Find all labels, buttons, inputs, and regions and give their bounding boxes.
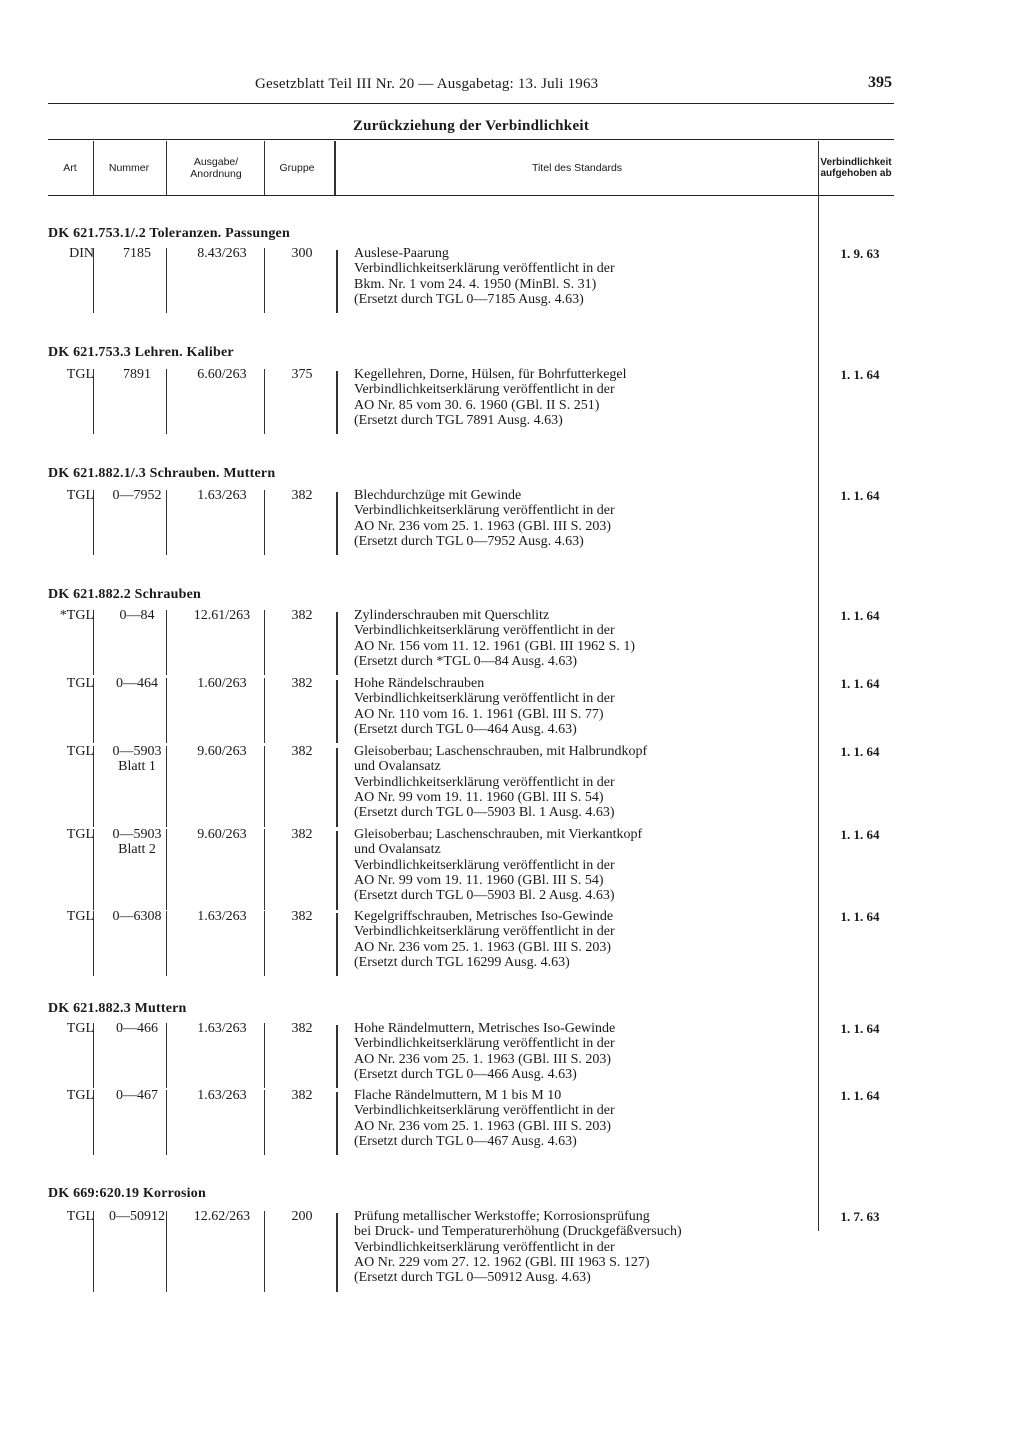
cell-art: TGL bbox=[66, 676, 94, 691]
row-divider bbox=[166, 1023, 167, 1088]
cell-titel bbox=[354, 488, 834, 549]
header-rule bbox=[48, 103, 894, 104]
titel-line: Verbindlichkeitserklärung veröffentlicht in der bbox=[354, 691, 615, 707]
row-divider bbox=[264, 1211, 265, 1292]
cell-nummer bbox=[104, 744, 170, 775]
row-divider-title bbox=[336, 612, 338, 675]
row-divider bbox=[93, 490, 94, 555]
cell-art: *TGL bbox=[59, 608, 94, 623]
group-heading: DK 669:620.19 Korrosion bbox=[48, 1186, 206, 1201]
titel-line: (Ersetzt durch TGL 7891 Ausg. 4.63) bbox=[354, 412, 563, 428]
row-divider bbox=[166, 911, 167, 976]
row-divider bbox=[93, 1090, 94, 1155]
cell-gruppe: 375 bbox=[291, 367, 313, 382]
row-divider-title bbox=[336, 680, 338, 743]
cell-date: 1. 1. 64 bbox=[840, 1088, 880, 1103]
table-top-rule bbox=[48, 139, 894, 140]
row-divider bbox=[93, 248, 94, 313]
row-divider bbox=[166, 678, 167, 743]
col-header-nummer: Nummer bbox=[108, 161, 150, 174]
cell-nummer bbox=[104, 1209, 170, 1224]
cell-art: TGL bbox=[66, 1021, 94, 1036]
cell-art: TGL bbox=[66, 827, 94, 842]
cell-ausgabe: 12.62/263 bbox=[193, 1209, 251, 1224]
nummer-sheet: Blatt 1 bbox=[118, 759, 156, 775]
nummer-value: 0—5903 bbox=[112, 827, 162, 842]
nummer-value: 7185 bbox=[123, 246, 151, 261]
nummer-value: 0—5903 bbox=[112, 744, 162, 759]
row-divider bbox=[264, 248, 265, 313]
cell-titel bbox=[354, 827, 834, 903]
row-divider bbox=[264, 1023, 265, 1088]
row-divider-title bbox=[336, 1025, 338, 1088]
col-header-art: Art bbox=[63, 161, 77, 174]
cell-art: TGL bbox=[66, 1088, 94, 1103]
cell-ausgabe: 8.43/263 bbox=[197, 246, 247, 261]
cell-ausgabe: 1.63/263 bbox=[197, 1088, 247, 1103]
cell-gruppe: 382 bbox=[291, 608, 313, 623]
row-divider-title bbox=[336, 831, 338, 910]
cell-titel bbox=[354, 246, 834, 307]
titel-line: (Ersetzt durch TGL 0—5903 Bl. 1 Ausg. 4.63) bbox=[354, 805, 615, 821]
titel-line: Verbindlichkeitserklärung veröffentlicht in der bbox=[354, 857, 615, 873]
cell-date: 1. 1. 64 bbox=[840, 367, 880, 382]
cell-date: 1. 1. 64 bbox=[840, 744, 880, 759]
running-header bbox=[48, 74, 900, 102]
titel-line: Hohe Rändelschrauben bbox=[354, 676, 485, 691]
titel-line: (Ersetzt durch TGL 0—5903 Bl. 2 Ausg. 4.63) bbox=[354, 888, 615, 904]
cell-nummer bbox=[104, 367, 170, 382]
row-divider bbox=[166, 829, 167, 910]
titel-line: Verbindlichkeitserklärung veröffentlicht in der bbox=[354, 1239, 615, 1255]
titel-line: (Ersetzt durch TGL 0—466 Ausg. 4.63) bbox=[354, 1066, 577, 1082]
row-divider-title bbox=[336, 913, 338, 976]
row-divider-title bbox=[336, 250, 338, 313]
cell-gruppe: 382 bbox=[291, 744, 313, 759]
cell-gruppe: 382 bbox=[291, 1088, 313, 1103]
titel-line: AO Nr. 229 vom 27. 12. 1962 (GBl. III 1963 S. 127) bbox=[354, 1254, 650, 1270]
titel-line: (Ersetzt durch *TGL 0—84 Ausg. 4.63) bbox=[354, 653, 578, 669]
titel-line: (Ersetzt durch TGL 0—464 Ausg. 4.63) bbox=[354, 721, 577, 737]
row-divider bbox=[166, 1211, 167, 1292]
titel-line: AO Nr. 156 vom 11. 12. 1961 (GBl. III 1962 S. 1) bbox=[354, 638, 636, 654]
cell-date: 1. 1. 64 bbox=[840, 676, 880, 691]
cell-titel bbox=[354, 608, 834, 669]
cell-ausgabe: 12.61/263 bbox=[193, 608, 251, 623]
titel-line: (Ersetzt durch TGL 0—467 Ausg. 4.63) bbox=[354, 1133, 577, 1149]
cell-nummer bbox=[104, 246, 170, 261]
titel-line: AO Nr. 99 vom 19. 11. 1960 (GBl. III S. 54) bbox=[354, 872, 604, 888]
cell-date: 1. 1. 64 bbox=[840, 827, 880, 842]
titel-line: Verbindlichkeitserklärung veröffentlicht in der bbox=[354, 924, 615, 940]
group-heading: DK 621.882.2 Schrauben bbox=[48, 587, 201, 602]
col-divider bbox=[166, 141, 167, 195]
cell-art: TGL bbox=[66, 1209, 94, 1224]
titel-line: Verbindlichkeitserklärung veröffentlicht in der bbox=[354, 382, 615, 398]
nummer-sheet: Blatt 2 bbox=[118, 842, 156, 858]
row-divider bbox=[264, 369, 265, 434]
row-divider bbox=[264, 610, 265, 675]
row-divider bbox=[264, 1090, 265, 1155]
titel-line: Kegelgriffschrauben, Metrisches Iso-Gewinde bbox=[354, 909, 614, 924]
cell-nummer bbox=[104, 827, 170, 858]
row-divider-title bbox=[336, 1092, 338, 1155]
titel-line: AO Nr. 110 vom 16. 1. 1961 (GBl. III S. 77) bbox=[354, 706, 604, 722]
titel-line: Verbindlichkeitserklärung veröffentlicht in der bbox=[354, 774, 615, 790]
row-divider bbox=[264, 746, 265, 827]
row-divider bbox=[93, 746, 94, 827]
header-title: Gesetzblatt Teil III Nr. 20 — Ausgabetag: 13. Juli 1963 bbox=[255, 76, 599, 92]
cell-ausgabe: 9.60/263 bbox=[197, 827, 247, 842]
cell-gruppe: 382 bbox=[291, 827, 313, 842]
titel-line: Auslese-Paarung bbox=[354, 246, 449, 261]
titel-line: Zylinderschrauben mit Querschlitz bbox=[354, 608, 550, 623]
col-header-verbindlich: Verbindlichkeit aufgehoben ab bbox=[820, 156, 892, 179]
group-heading: DK 621.882.3 Muttern bbox=[48, 1001, 187, 1016]
nummer-value: 0—84 bbox=[119, 608, 155, 623]
titel-line: Flache Rändelmuttern, M 1 bis M 10 bbox=[354, 1088, 562, 1103]
cell-titel bbox=[354, 909, 834, 970]
row-divider bbox=[93, 1023, 94, 1088]
row-divider bbox=[264, 829, 265, 910]
titel-line: und Ovalansatz bbox=[354, 842, 441, 858]
cell-gruppe: 382 bbox=[291, 1021, 313, 1036]
titel-line: Verbindlichkeitserklärung veröffentlicht in der bbox=[354, 1103, 615, 1119]
cell-titel bbox=[354, 367, 834, 428]
titel-line: AO Nr. 236 vom 25. 1. 1963 (GBl. III S. 203) bbox=[354, 1051, 612, 1067]
cell-date: 1. 1. 64 bbox=[840, 608, 880, 623]
titel-line: bei Druck- und Temperaturerhöhung (Druckgefäßversuch) bbox=[354, 1224, 682, 1240]
cell-titel bbox=[354, 1021, 834, 1082]
row-divider bbox=[166, 490, 167, 555]
titel-line: AO Nr. 236 vom 25. 1. 1963 (GBl. III S. 203) bbox=[354, 518, 612, 534]
cell-titel bbox=[354, 1209, 834, 1285]
col-header-gruppe: Gruppe bbox=[279, 161, 315, 174]
titel-line: Hohe Rändelmuttern, Metrisches Iso-Gewinde bbox=[354, 1021, 616, 1036]
cell-nummer bbox=[104, 676, 170, 691]
nummer-value: 0—50912 bbox=[109, 1209, 165, 1224]
cell-ausgabe: 1.63/263 bbox=[197, 909, 247, 924]
titel-line: Prüfung metallischer Werkstoffe; Korrosionsprüfung bbox=[354, 1209, 650, 1224]
cell-gruppe: 382 bbox=[291, 909, 313, 924]
cell-date: 1. 7. 63 bbox=[840, 1209, 880, 1224]
group-heading: DK 621.882.1/.3 Schrauben. Muttern bbox=[48, 466, 276, 481]
cell-titel bbox=[354, 676, 834, 737]
titel-line: AO Nr. 236 vom 25. 1. 1963 (GBl. III S. 203) bbox=[354, 1118, 612, 1134]
titel-line: AO Nr. 99 vom 19. 11. 1960 (GBl. III S. 54) bbox=[354, 789, 604, 805]
cell-ausgabe: 1.60/263 bbox=[197, 676, 247, 691]
row-divider bbox=[264, 490, 265, 555]
titel-line: Gleisoberbau; Laschenschrauben, mit Vierkantkopf bbox=[354, 827, 643, 842]
cell-nummer bbox=[104, 909, 170, 924]
row-divider-title bbox=[336, 492, 338, 555]
row-divider bbox=[264, 911, 265, 976]
cell-titel bbox=[354, 1088, 834, 1149]
cell-date: 1. 1. 64 bbox=[840, 1021, 880, 1036]
col-header-titel: Titel des Standards bbox=[531, 161, 623, 174]
row-divider bbox=[264, 678, 265, 743]
nummer-value: 0—466 bbox=[116, 1021, 158, 1036]
titel-line: Blechdurchzüge mit Gewinde bbox=[354, 488, 522, 503]
row-divider-title bbox=[336, 1213, 338, 1292]
col-divider bbox=[93, 141, 94, 195]
titel-line: Verbindlichkeitserklärung veröffentlicht in der bbox=[354, 503, 615, 519]
titel-line: AO Nr. 236 vom 25. 1. 1963 (GBl. III S. 203) bbox=[354, 939, 612, 955]
cell-nummer bbox=[104, 1021, 170, 1036]
row-divider bbox=[166, 1090, 167, 1155]
cell-date: 1. 9. 63 bbox=[840, 246, 880, 261]
row-divider bbox=[166, 369, 167, 434]
nummer-value: 0—6308 bbox=[112, 909, 162, 924]
cell-ausgabe: 1.63/263 bbox=[197, 1021, 247, 1036]
cell-gruppe: 382 bbox=[291, 488, 313, 503]
row-divider-title bbox=[336, 371, 338, 434]
row-divider bbox=[166, 248, 167, 313]
cell-art: DIN bbox=[69, 246, 94, 261]
nummer-value: 7891 bbox=[123, 367, 151, 382]
cell-nummer bbox=[104, 1088, 170, 1103]
cell-ausgabe: 6.60/263 bbox=[197, 367, 247, 382]
row-divider bbox=[93, 1211, 94, 1292]
nummer-value: 0—467 bbox=[116, 1088, 158, 1103]
cell-ausgabe: 1.63/263 bbox=[197, 488, 247, 503]
page-number: 395 bbox=[868, 74, 892, 91]
nummer-value: 0—464 bbox=[116, 676, 158, 691]
cell-gruppe: 300 bbox=[291, 246, 313, 261]
titel-line: Verbindlichkeitserklärung veröffentlicht in der bbox=[354, 1036, 615, 1052]
row-divider bbox=[93, 829, 94, 910]
titel-line: Gleisoberbau; Laschenschrauben, mit Halbrundkopf bbox=[354, 744, 648, 759]
header-bottom-rule bbox=[48, 195, 894, 196]
titel-line: (Ersetzt durch TGL 16299 Ausg. 4.63) bbox=[354, 954, 570, 970]
titel-line: (Ersetzt durch TGL 0—7952 Ausg. 4.63) bbox=[354, 533, 584, 549]
cell-date: 1. 1. 64 bbox=[840, 488, 880, 503]
titel-line: und Ovalansatz bbox=[354, 759, 441, 775]
titel-line: (Ersetzt durch TGL 0—50912 Ausg. 4.63) bbox=[354, 1270, 591, 1286]
titel-line: Verbindlichkeitserklärung veröffentlicht in der bbox=[354, 623, 615, 639]
titel-line: Verbindlichkeitserklärung veröffentlicht in der bbox=[354, 261, 615, 277]
cell-art: TGL bbox=[66, 488, 94, 503]
group-heading: DK 621.753.1/.2 Toleranzen. Passungen bbox=[48, 226, 290, 241]
row-divider bbox=[93, 678, 94, 743]
titel-line: AO Nr. 85 vom 30. 6. 1960 (GBl. II S. 251) bbox=[354, 397, 600, 413]
cell-gruppe: 200 bbox=[291, 1209, 313, 1224]
cell-gruppe: 382 bbox=[291, 676, 313, 691]
cell-art: TGL bbox=[66, 909, 94, 924]
col-divider bbox=[334, 141, 336, 195]
cell-ausgabe: 9.60/263 bbox=[197, 744, 247, 759]
row-divider-title bbox=[336, 748, 338, 827]
group-heading: DK 621.753.3 Lehren. Kaliber bbox=[48, 345, 234, 360]
row-divider bbox=[93, 369, 94, 434]
row-divider bbox=[166, 746, 167, 827]
row-divider bbox=[93, 610, 94, 675]
nummer-value: 0—7952 bbox=[112, 488, 162, 503]
titel-line: (Ersetzt durch TGL 0—7185 Ausg. 4.63) bbox=[354, 291, 584, 307]
col-divider bbox=[264, 141, 265, 195]
cell-art: TGL bbox=[66, 744, 94, 759]
titel-line: Bkm. Nr. 1 vom 24. 4. 1950 (MinBl. S. 31) bbox=[354, 276, 597, 292]
cell-art: TGL bbox=[66, 367, 94, 382]
col-header-ausgabe: Ausgabe/ Anordnung bbox=[190, 155, 242, 180]
row-divider bbox=[166, 610, 167, 675]
row-divider bbox=[93, 911, 94, 976]
cell-titel bbox=[354, 744, 834, 820]
cell-nummer bbox=[104, 608, 170, 623]
titel-line: Kegellehren, Dorne, Hülsen, für Bohrfutterkegel bbox=[354, 367, 627, 382]
cell-nummer bbox=[104, 488, 170, 503]
section-title: Zurückziehung der Verbindlichkeit bbox=[352, 118, 590, 134]
cell-date: 1. 1. 64 bbox=[840, 909, 880, 924]
